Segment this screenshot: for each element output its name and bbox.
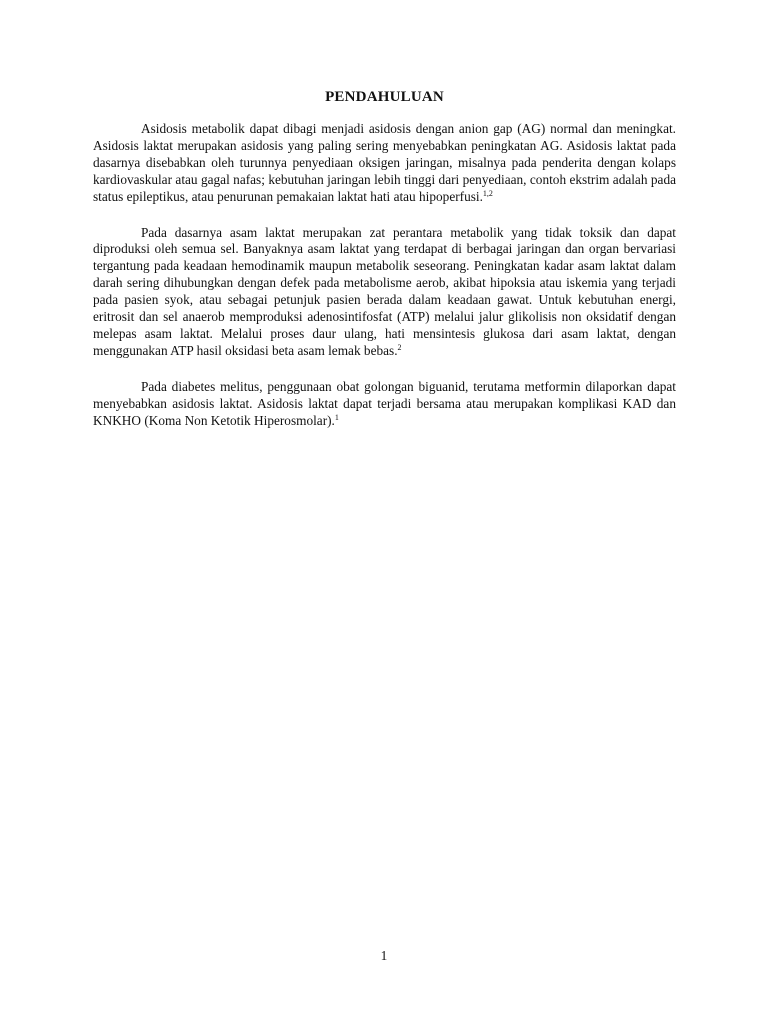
citation-reference: 1,2	[482, 188, 493, 198]
paragraph-3	[93, 379, 676, 430]
paragraph-text: Asidosis metabolik dapat dibagi menjadi asidosis dengan anion gap (AG) normal dan meningkat. Asidosis laktat merupakan asidosis yang paling sering menyebabkan peningkatan AG. Asidosis laktat pada dasarnya disebabkan oleh turunnya penyediaan oksigen jaringan, misalnya pada penderita dengan kolaps kardiovaskular atau gagal nafas; kebutuhan jaringan lebih tinggi dari penyediaan, contoh ekstrim adalah pada status epileptikus, atau penurunan pemakaian laktat hati atau hipoperfusi.	[93, 121, 676, 204]
document-body	[93, 87, 676, 449]
paragraph-text: Pada dasarnya asam laktat merupakan zat perantara metabolik yang tidak toksik dan dapat diproduksi oleh semua sel. Banyaknya asam laktat yang terdapat di berbagai jaringan dan organ bervariasi tergantung pada keadaan hemodinamik maupun metabolik seseorang. Peningkatan kadar asam laktat dalam darah sering dihubungkan dengan defek pada metabolisme aerob, akibat hipoksia atau iskemia yang terjadi pada pasien syok, atau sebagai petunjuk pasien berada dalam keadaan gawat. Untuk kebutuhan energi, eritrosit dan sel anaerob memproduksi adenosintifosfat (ATP) melalui jalur glikolisis non oksidatif dengan melepas asam laktat. Melalui proses daur ulang, hati mensintesis glukosa dari asam laktat, dengan menggunakan ATP hasil oksidasi beta asam lemak bebas.	[93, 224, 676, 358]
paragraph-1	[93, 121, 676, 206]
citation-reference: 1	[334, 412, 339, 422]
page-number: 1	[380, 948, 388, 963]
paragraph-2	[93, 225, 676, 360]
citation-reference: 2	[397, 342, 402, 352]
paragraph-text: Pada diabetes melitus, penggunaan obat golongan biguanid, terutama metformin dilaporkan dapat menyebabkan asidosis laktat. Asidosis laktat dapat terjadi bersama atau merupakan komplikasi KAD dan KNKHO (Koma Non Ketotik Hiperosmolar).	[93, 378, 676, 428]
section-title: PENDAHULUAN	[325, 89, 444, 105]
